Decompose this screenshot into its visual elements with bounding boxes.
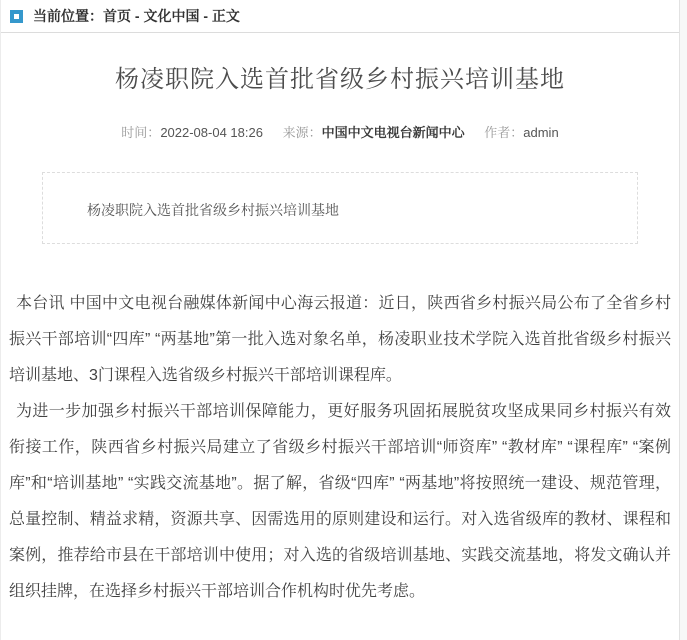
article-body xyxy=(1,286,679,640)
meta-time xyxy=(121,125,263,140)
meta-source-value: 中国中文电视台新闻中心 xyxy=(321,125,465,140)
breadcrumb-current: 正文 xyxy=(211,8,240,24)
meta-time-label: 时间： xyxy=(121,125,161,140)
summary-box xyxy=(42,172,638,244)
breadcrumb-link-category[interactable]: 文化中国 xyxy=(143,8,200,24)
paragraph: 本台讯 中国中文电视台融媒体新闻中心海云报道：近日，陕西省乡村振兴局公布了全省乡村振兴干部培训“四库” “两基地”第一批入选对象名单，杨凌职业技术学院入选首批省级乡村振兴培训基地、3门课程入选省级乡村振兴干部培训课程库。 xyxy=(9,295,671,384)
square-bullet-icon xyxy=(10,10,23,23)
meta-author-label: 作者： xyxy=(484,125,524,140)
breadcrumb-separator: - xyxy=(131,8,144,24)
summary-text: 杨凌职院入选首批省级乡村振兴培训基地 xyxy=(87,202,339,218)
breadcrumb-text xyxy=(33,6,240,26)
article-meta xyxy=(1,122,679,141)
meta-source-label: 来源： xyxy=(282,125,322,140)
breadcrumb xyxy=(1,0,679,33)
breadcrumb-link-home[interactable]: 首页 xyxy=(103,8,131,24)
meta-author-value: admin xyxy=(523,125,559,140)
paragraph: 为进一步加强乡村振兴干部培训保障能力，更好服务巩固拓展脱贫攻坚成果同乡村振兴有效衔接工作，陕西省乡村振兴局建立了省级乡村振兴干部培训“师资库” “教材库” “课程库” “案例库”和“培训基地” “实践交流基地”。据了解，省级“四库” “两基地”将按照统一建设、规范管理，总量控制、精益求精，资源共享、因需选用的原则建设和运行。对入选省级库的教材、课程和案例，推荐给市县在干部培训中使用；对入选的省级培训基地、实践交流基地，将发文确认并组织挂牌，在选择乡村振兴干部培训合作机构时优先考虑。 xyxy=(9,403,671,600)
page-title: 杨凌职院入选首批省级乡村振兴培训基地 xyxy=(115,66,565,93)
article xyxy=(1,33,679,640)
meta-source xyxy=(283,125,465,140)
breadcrumb-separator: - xyxy=(199,8,212,24)
breadcrumb-prefix: 当前位置： xyxy=(33,8,103,24)
meta-author xyxy=(484,125,558,140)
meta-time-value: 2022-08-04 18:26 xyxy=(160,125,263,140)
